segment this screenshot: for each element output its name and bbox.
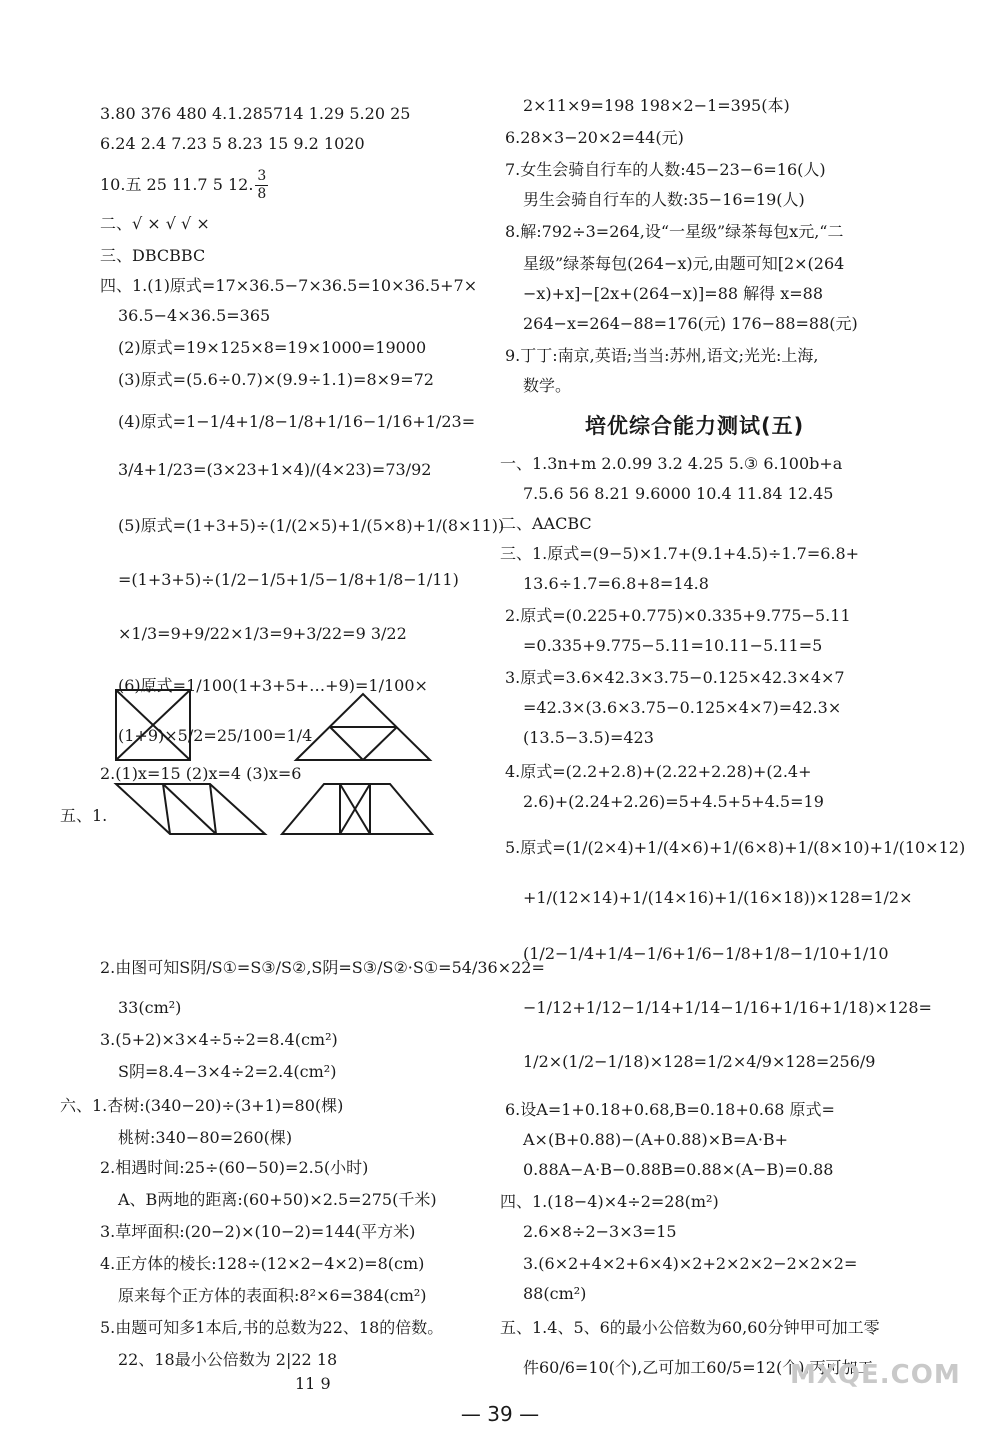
answer-line: =0.335+9.775−5.11=10.11−5.11=5 bbox=[523, 636, 823, 655]
answer-line: =42.3×(3.6×3.75−0.125×4×7)=42.3× bbox=[523, 698, 842, 717]
answer-line: 13.6÷1.7=6.8+8=14.8 bbox=[523, 574, 709, 593]
answer-line: (6)原式=1/100(1+3+5+…+9)=1/100× bbox=[118, 676, 428, 695]
answer-line: 3.(6×2+4×2+6×4)×2+2×2×2−2×2×2= bbox=[523, 1254, 858, 1273]
answer-line: 88(cm²) bbox=[523, 1284, 587, 1303]
answer-line: 2.由图可知S阴/S①=S③/S②,S阴=S③/S②·S①=54/36×22= bbox=[100, 958, 545, 977]
answer-line: 5.由题可知多1本后,书的总数为22、18的倍数。 bbox=[100, 1318, 444, 1337]
answer-line: −1/12+1/12−1/14+1/14−1/16+1/16+1/18)×128= bbox=[523, 998, 932, 1017]
answer-line: 4.原式=(2.2+2.8)+(2.22+2.28)+(2.4+ bbox=[505, 762, 812, 781]
geometry-figures bbox=[100, 96, 500, 996]
watermark: MXQE.COM bbox=[790, 1360, 961, 1390]
answer-line: 264−x=264−88=176(元) 176−88=88(元) bbox=[523, 314, 858, 333]
answer-line: 五、1.4、5、6的最小公倍数为60,60分钟甲可加工零 bbox=[500, 1318, 880, 1337]
answer-line: 9.丁丁:南京,英语;当当:苏州,语文;光光:上海, bbox=[505, 346, 819, 365]
answer-line: 22、18最小公倍数为 2|22 18 bbox=[118, 1350, 338, 1369]
trapezoid-figure bbox=[282, 784, 432, 834]
answer-line: 36.5−4×36.5=365 bbox=[118, 306, 271, 325]
answer-line: 7.5.6 56 8.21 9.6000 10.4 11.84 12.45 bbox=[523, 484, 834, 503]
answer-line: 4.正方体的棱长:128÷(12×2−4×2)=8(cm) bbox=[100, 1254, 425, 1273]
answer-line: (3)原式=(5.6÷0.7)×(9.9÷1.1)=8×9=72 bbox=[118, 370, 434, 389]
answer-line: 四、1.(1)原式=17×36.5−7×36.5=10×36.5+7× bbox=[100, 276, 478, 295]
answer-line: 2×11×9=198 198×2−1=395(本) bbox=[523, 96, 790, 115]
answer-line: 3.(5+2)×3×4÷5÷2=8.4(cm²) bbox=[100, 1030, 338, 1049]
answer-line: 三、DBCBBC bbox=[100, 246, 206, 265]
answer-line: A×(B+0.88)−(A+0.88)×B=A·B+ bbox=[523, 1130, 789, 1149]
answer-line: 二、√ × √ √ × bbox=[100, 214, 210, 233]
answer-line: 2.6×8÷2−3×3=15 bbox=[523, 1222, 677, 1241]
answer-line: 3/4+1/23=(3×23+1×4)/(4×23)=73/92 bbox=[118, 460, 432, 479]
answer-line: 2.相遇时间:25÷(60−50)=2.5(小时) bbox=[100, 1158, 369, 1177]
answer-line: (5)原式=(1+3+5)÷(1/(2×5)+1/(5×8)+1/(8×11)) bbox=[118, 516, 505, 535]
answer-line: (4)原式=1−1/4+1/8−1/8+1/16−1/16+1/23= bbox=[118, 412, 476, 431]
answer-line: 1/2×(1/2−1/18)×128=1/2×4/9×128=256/9 bbox=[523, 1052, 876, 1071]
answer-line: 原来每个正方体的表面积:8²×6=384(cm²) bbox=[118, 1286, 427, 1305]
answer-line: 星级”绿茶每包(264−x)元,由题可知[2×(264 bbox=[523, 254, 845, 273]
answer-line: 5.原式=(1/(2×4)+1/(4×6)+1/(6×8)+1/(8×10)+1/(10×12) bbox=[505, 838, 966, 857]
answer-line: 一、1.3n+m 2.0.99 3.2 4.25 5.③ 6.100b+a bbox=[500, 454, 843, 473]
answer-line: 8.解:792÷3=264,设“一星级”绿茶每包x元,“二 bbox=[505, 222, 844, 241]
answer-line: 6.设A=1+0.18+0.68,B=0.18+0.68 原式= bbox=[505, 1100, 835, 1119]
answer-line: 男生会骑自行车的人数:35−16=19(人) bbox=[523, 190, 805, 209]
answer-line: S阴=8.4−3×4÷2=2.4(cm²) bbox=[118, 1062, 337, 1081]
answer-line: 件60/6=10(个),乙可加工60/5=12(个),丙可加工 bbox=[523, 1358, 874, 1377]
answer-line: 3.80 376 480 4.1.285714 1.29 5.20 25 bbox=[100, 104, 411, 123]
answer-line: 五、1. bbox=[60, 806, 108, 825]
answer-line: A、B两地的距离:(60+50)×2.5=275(千米) bbox=[118, 1190, 437, 1209]
answer-line: 2.(1)x=15 (2)x=4 (3)x=6 bbox=[100, 764, 302, 783]
answer-line: 10.五 25 11.7 5 12. $\frac{3}{8}$ bbox=[100, 168, 267, 202]
answer-line: 三、1.原式=(9−5)×1.7+(9.1+4.5)÷1.7=6.8+ bbox=[500, 544, 860, 563]
answer-line: 11 9 bbox=[295, 1374, 331, 1393]
answer-line: (13.5−3.5)=423 bbox=[523, 728, 654, 747]
answer-line: 四、1.(18−4)×4÷2=28(m²) bbox=[500, 1192, 719, 1211]
answer-line: +1/(12×14)+1/(14×16)+1/(16×18))×128=1/2× bbox=[523, 888, 913, 907]
answer-line: =(1+3+5)÷(1/2−1/5+1/5−1/8+1/8−1/11) bbox=[118, 570, 459, 589]
answer-line: 2.6)+(2.24+2.26)=5+4.5+5+4.5=19 bbox=[523, 792, 824, 811]
answer-line: 桃树:340−80=260(棵) bbox=[118, 1128, 293, 1147]
page-number: — 39 — bbox=[460, 1402, 540, 1426]
answer-line: −x)+x]−[2x+(264−x)]=88 解得 x=88 bbox=[523, 284, 824, 303]
answer-line: 6.28×3−20×2=44(元) bbox=[505, 128, 684, 147]
answer-line: 二、AACBC bbox=[500, 514, 592, 533]
answer-line: (1/2−1/4+1/4−1/6+1/6−1/8+1/8−1/10+1/10 bbox=[523, 944, 889, 963]
answer-line: ×1/3=9+9/22×1/3=9+3/22=9 3/22 bbox=[118, 624, 407, 643]
answer-line: 2.原式=(0.225+0.775)×0.335+9.775−5.11 bbox=[505, 606, 851, 625]
answer-line: 六、1.杏树:(340−20)÷(3+1)=80(棵) bbox=[60, 1096, 344, 1115]
answer-line: 33(cm²) bbox=[118, 998, 182, 1017]
answer-line: 7.女生会骑自行车的人数:45−23−6=16(人) bbox=[505, 160, 826, 179]
answer-line: (1+9)×5/2=25/100=1/4 bbox=[118, 726, 313, 745]
section-title: 培优综合能力测试(五) bbox=[585, 414, 805, 438]
answer-line: 数学。 bbox=[523, 376, 572, 395]
answer-line: 3.原式=3.6×42.3×3.75−0.125×42.3×4×7 bbox=[505, 668, 845, 687]
answer-line: 0.88A−A·B−0.88B=0.88×(A−B)=0.88 bbox=[523, 1160, 834, 1179]
answer-line: 6.24 2.4 7.23 5 8.23 15 9.2 1020 bbox=[100, 134, 365, 153]
answer-line: 3.草坪面积:(20−2)×(10−2)=144(平方米) bbox=[100, 1222, 416, 1241]
answer-line: (2)原式=19×125×8=19×1000=19000 bbox=[118, 338, 427, 357]
